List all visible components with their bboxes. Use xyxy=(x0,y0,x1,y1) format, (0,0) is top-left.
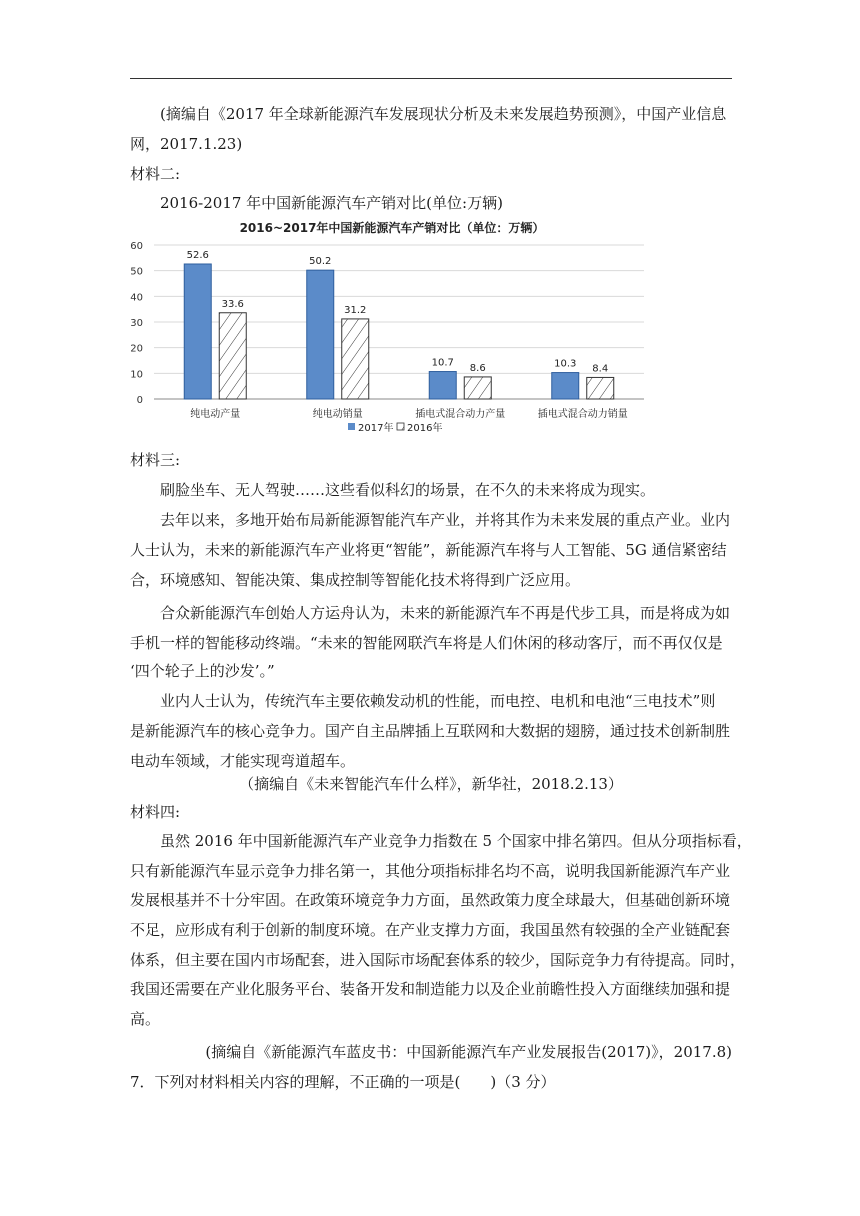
material-3-line: 业内人士认为，传统汽车主要依赖发动机的性能，而电控、电机和电池“三电技术”则 xyxy=(160,692,716,710)
bar-2017 xyxy=(552,373,579,399)
material-3-line: 电动车领域，才能实现弯道超车。 xyxy=(130,752,356,770)
legend-swatch-2017 xyxy=(348,423,355,430)
bar-2016 xyxy=(342,319,369,399)
material-3-label: 材料三: xyxy=(130,451,181,469)
bar-2016 xyxy=(219,313,246,399)
material-3-line: 合众新能源汽车创始人方运舟认为，未来的新能源汽车不再是代步工具，而是将成为如 xyxy=(160,604,731,622)
bar-2017 xyxy=(429,372,456,399)
legend-label-2017: 2017年 xyxy=(358,423,394,434)
data-label: 52.6 xyxy=(186,249,209,261)
material-3-line: 是新能源汽车的核心竞争力。国产自主品牌插上互联网和大数据的翅膀，通过技术创新制胜 xyxy=(130,722,731,740)
bar-chart xyxy=(130,190,670,448)
material-4-line: 不足，应形成有利于创新的制度环境。在产业支撑力方面，我国虽然有较强的全产业链配套 xyxy=(130,921,731,939)
question-7: 7．下列对材料相关内容的理解，不正确的一项是( )（3 分） xyxy=(130,1073,556,1091)
source-3: （摘编自《未来智能汽车什么样》，新华社，2018.2.13） xyxy=(239,775,623,793)
y-tick-label: 10 xyxy=(130,369,143,381)
material-4-line: 体系，但主要在国内市场配套，进入国际市场配套体系的较少，国际竞争力有待提高。同时， xyxy=(130,951,746,969)
material-3-line: ‘四个轮子上的沙发’。” xyxy=(130,662,275,680)
legend-label-2016: 2016年 xyxy=(407,423,443,434)
chart-title: 2016~2017年中国新能源汽车产销对比（单位：万辆） xyxy=(239,221,545,235)
material-3-line: 手机一样的智能移动终端。“未来的智能网联汽车将是人们休闲的移动客厅，而不再仅仅是 xyxy=(130,634,723,652)
material-4-line: 发展根基并不十分牢固。在政策环境竞争力方面，虽然政策力度全球最大，但基础创新环境 xyxy=(130,891,731,909)
data-label: 8.4 xyxy=(592,363,609,375)
material-4-line: 虽然 2016 年中国新能源汽车产业竞争力指数在 5 个国家中排名第四。但从分项指标看， xyxy=(160,832,752,850)
bar-2016 xyxy=(464,377,491,399)
bar-2017 xyxy=(307,270,334,399)
category-label: 纯电动产量 xyxy=(190,409,241,420)
data-label: 10.7 xyxy=(431,357,454,369)
category-label: 纯电动销量 xyxy=(312,409,363,420)
material-3-line: 刷脸坐车、无人驾驶……这些看似科幻的场景，在不久的未来将成为现实。 xyxy=(160,481,656,499)
material-4-line: 只有新能源汽车显示竞争力排名第一，其他分项指标排名均不高，说明我国新能源汽车产业 xyxy=(130,862,731,880)
y-tick-label: 0 xyxy=(136,395,143,406)
header-rule xyxy=(130,78,732,79)
data-label: 33.6 xyxy=(221,298,244,310)
material-3-line: 去年以来，多地开始布局新能源智能汽车产业，并将其作为未来发展的重点产业。业内 xyxy=(160,511,731,529)
data-label: 31.2 xyxy=(344,304,367,316)
y-tick-label: 60 xyxy=(130,241,143,252)
data-label: 10.3 xyxy=(554,358,577,370)
y-tick-label: 30 xyxy=(130,318,143,329)
legend-swatch-2016 xyxy=(397,423,404,430)
source-1-line-2: 网，2017.1.23) xyxy=(130,135,243,153)
bar-2017 xyxy=(184,264,211,399)
source-1-line-1: (摘编自《2017 年全球新能源汽车发展现状分析及未来发展趋势预测》，中国产业信息 xyxy=(160,105,727,123)
material-4-label: 材料四: xyxy=(130,803,181,821)
material-3-line: 合，环境感知、智能决策、集成控制等智能化技术将得到广泛应用。 xyxy=(130,571,581,589)
bar-2016 xyxy=(587,377,614,399)
y-tick-label: 40 xyxy=(130,292,143,304)
data-label: 8.6 xyxy=(469,362,486,374)
source-4: (摘编自《新能源汽车蓝皮书：中国新能源汽车产业发展报告(2017)》，2017.8) xyxy=(205,1043,732,1061)
material-2-label: 材料二: xyxy=(130,165,181,183)
material-4-line: 我国还需要在产业化服务平台、装备开发和制造能力以及企业前瞻性投入方面继续加强和提 xyxy=(130,980,731,998)
y-tick-label: 50 xyxy=(130,266,143,278)
chart-caption: 2016-2017 年中国新能源汽车产销对比(单位:万辆) xyxy=(160,194,503,212)
y-tick-label: 20 xyxy=(130,343,143,355)
material-4-line: 高。 xyxy=(130,1010,161,1028)
material-3-line: 人士认为，未来的新能源汽车产业将更“智能”，新能源汽车将与人工智能、5G 通信紧密结 xyxy=(130,541,727,559)
category-label: 插电式混合动力产量 xyxy=(415,409,506,420)
category-label: 插电式混合动力销量 xyxy=(537,409,628,420)
data-label: 50.2 xyxy=(309,256,332,268)
